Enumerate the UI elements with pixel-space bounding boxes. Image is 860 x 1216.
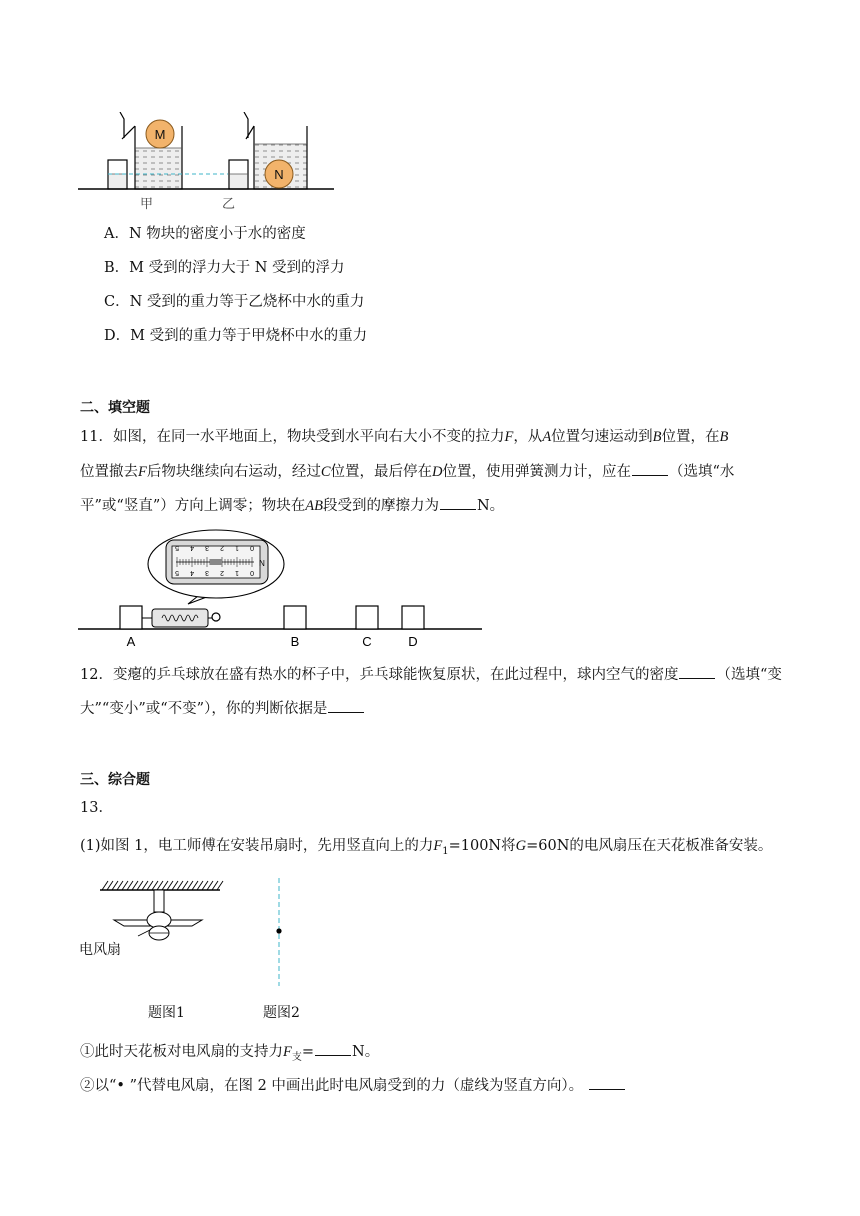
q10-option-b: B．M 受到的浮力大于 N 受到的浮力	[104, 260, 345, 276]
q10-option-d: D．M 受到的重力等于甲烧杯中水的重力	[104, 328, 368, 344]
q13-blank-2[interactable]	[589, 1075, 625, 1090]
label-jia: 甲	[140, 196, 154, 211]
block-b	[284, 606, 306, 629]
q11-blank-2[interactable]	[440, 495, 476, 510]
label-m: M	[154, 127, 166, 142]
fan-figure	[78, 876, 298, 996]
q12-line-1: 12．变瘪的乒乓球放在盛有热水的杯子中，乒乓球能恢复原状，在此过程中，球内空气的密度 （选填“变	[80, 664, 782, 685]
label-yi: 乙	[222, 196, 236, 211]
q11-blank-1[interactable]	[632, 461, 668, 476]
q11-line-1: 11．如图，在同一水平地面上，物块受到水平向右大小不变的拉力F，从A位置匀速运动到B位置，在B	[80, 429, 729, 445]
section-3-title: 三、综合题	[80, 772, 150, 788]
q13-subquestion-2: ②以“• ”代替电风扇，在图 2 中画出此时电风扇受到的力（虚线为竖直方向）。	[80, 1075, 626, 1096]
label-n: N	[274, 167, 284, 182]
section-2-title: 二、填空题	[80, 400, 150, 416]
pos-label-c: C	[362, 634, 372, 649]
q10-option-a: A．N 物块的密度小于水的密度	[104, 226, 306, 242]
scale-tick-label: 3	[205, 569, 209, 576]
scale-tick-label: 0	[250, 569, 254, 576]
q13-blank-1[interactable]	[315, 1041, 351, 1056]
scale-tick-label: 2	[220, 544, 224, 551]
q11-line-2: 位置撤去F后物块继续向右运动，经过C位置，最后停在D位置，使用弹簧测力计，应在 （选填“水	[80, 461, 734, 482]
q13-part-1: (1)如图 1，电工师傅在安装吊扇时，先用竖直向上的力$F_1=100N$将G=60N的电风扇压在天花板准备安装。	[80, 838, 773, 857]
block-c	[356, 606, 378, 629]
scale-tick-label: 5	[175, 544, 179, 551]
scale-tick-label: 3	[205, 544, 209, 551]
scale-tick-label: 4	[190, 569, 194, 576]
fan-label: 电风扇	[79, 942, 121, 958]
q11-line-3: 平”或“竖直”）方向上调零；物块在AB段受到的摩擦力为 N。	[80, 495, 504, 516]
block-a	[120, 606, 142, 629]
q13-subquestion-1: ①此时天花板对电风扇的支持力$F_支= N$。	[80, 1041, 379, 1068]
pos-label-b: B	[290, 634, 300, 649]
scale-tick-label: 5	[175, 569, 179, 576]
q12-line-2: 大”“变小”或“不变”），你的判断依据是	[80, 698, 365, 719]
scale-tick-label: 4	[190, 544, 194, 551]
scale-unit: N	[259, 558, 265, 567]
q12-blank-2[interactable]	[328, 698, 364, 713]
block-d	[402, 606, 424, 629]
q12-blank-1[interactable]	[679, 664, 715, 679]
q10-option-c: C．N 受到的重力等于乙烧杯中水的重力	[104, 294, 365, 310]
q13-number: 13．	[80, 800, 113, 816]
pos-label-a: A	[126, 634, 136, 649]
fan-dot	[276, 928, 281, 933]
beakers-figure	[78, 112, 340, 214]
scale-tick-label: 0	[250, 544, 254, 551]
scale-tick-label: 1	[235, 544, 239, 551]
pos-label-d: D	[408, 634, 418, 649]
scale-tick-label: 2	[220, 569, 224, 576]
spring-scale-figure	[78, 526, 488, 654]
figure-1-caption: 题图1	[148, 1005, 185, 1021]
scale-tick-label: 1	[235, 569, 239, 576]
figure-2-caption: 题图2	[263, 1005, 300, 1021]
